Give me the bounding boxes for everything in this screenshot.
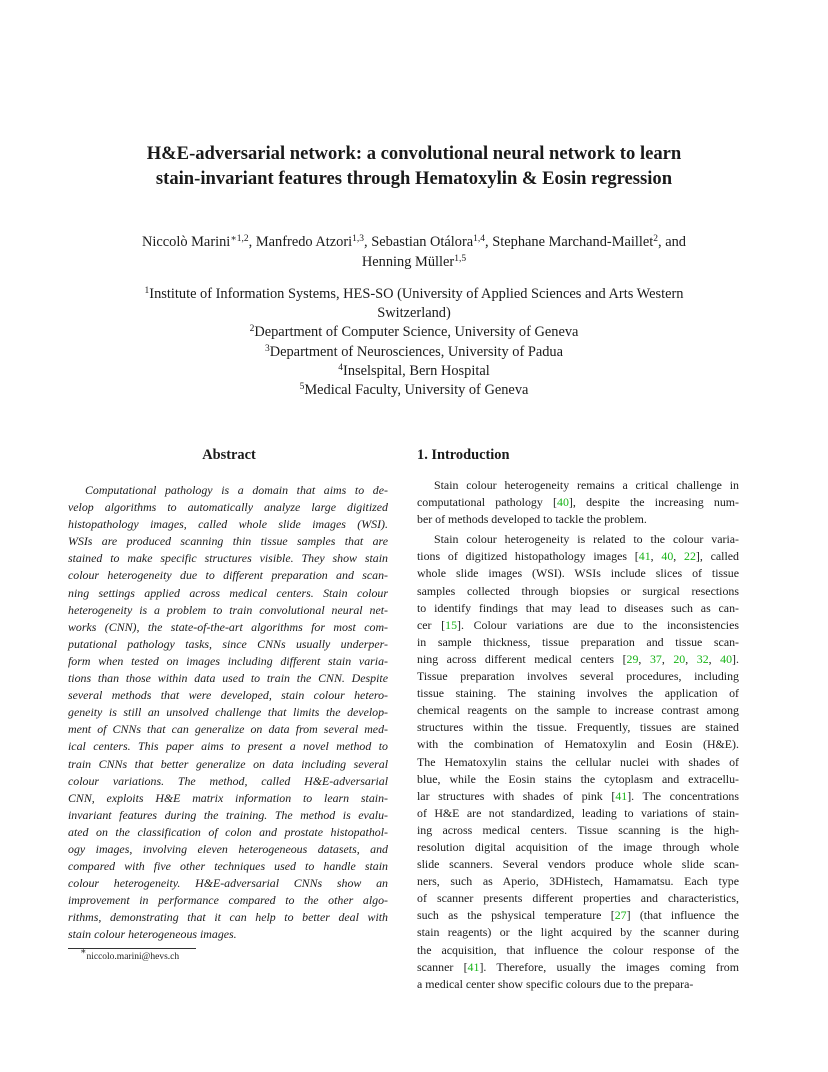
citation-reference: 22 [684,549,696,564]
author-line [60,252,768,272]
abstract-line: CNN, exploits H&E matrix information to learn stain- [68,790,388,805]
citation-reference: 27 [614,908,627,923]
footnote-marker: ∗ [80,947,87,957]
introduction-line [417,477,739,494]
citation-reference: 15 [445,617,458,632]
footnote-email: niccolo.marini@hevs.ch [86,952,180,962]
introduction-line [417,736,739,753]
abstract-line: histopathology images, called whole slide images (WSI). [68,517,388,532]
introduction-line [417,719,739,736]
affiliation-text: Switzerland) [377,305,451,322]
text-run: ]. Colour variations are due to the inconsistencies [457,617,739,632]
affiliation-text: Institute of Information Systems, HES-SO (University of Applied Sciences and Arts Western [149,286,684,302]
author-separator: , [248,234,256,250]
text-run: ning across different medical centers [ [417,651,627,666]
text-run: chemical reagents on the sample to increase contrast among [417,703,739,718]
text-run: ] (that influence the [626,908,739,923]
introduction-line [417,702,739,719]
abstract-line: train CNNs that better generalize on data including several [68,756,388,771]
text-run: tissue staining. The staining involves the application of [417,686,739,701]
author-affiliation-marker: 1,3 [352,234,365,244]
text-run: slide scanners. Several vendors produce whole slide scan- [417,857,739,872]
text-run: , [708,651,721,666]
introduction-line [417,583,739,600]
abstract-line: ical centers. This paper aims to present a novel method to [68,739,388,754]
author-affiliation-marker: 1,4 [473,234,486,244]
author-name: Manfredo Atzori [255,234,353,250]
text-run: such as the pshysical temperature [ [417,908,615,923]
introduction-line [417,754,739,771]
abstract-line: ated on the classification of colon and prostate histopathol- [68,824,388,839]
text-run: stain reagents) or the light acquired by the scanner during [417,925,739,940]
text-run: whole slide images (WSI). WSIs include slices of tissue [417,566,739,581]
introduction-line [417,617,739,634]
affiliation-line [60,362,768,381]
introduction-line [417,634,739,651]
text-run: , [661,651,674,666]
author-affiliation-marker: 1,5 [454,254,467,264]
introduction-line [417,959,739,976]
introduction-line [417,822,739,839]
affiliation-line [60,381,768,400]
citation-reference: 40 [661,549,674,564]
text-run: tions of digitized histopathology images [ [417,549,639,564]
text-run: ]. [732,651,739,666]
introduction-line [417,839,739,856]
affiliation-line [60,343,768,362]
text-run: ners, such as Aperio, 3DHistech, Hamamatsu. Each type [417,874,739,889]
footnote-divider [68,948,196,949]
affiliation-line [60,323,768,342]
author-name: Henning Müller [361,254,455,270]
author-list [60,232,768,272]
abstract-line: ning settings applied across medical centers. Stain colour [68,585,388,600]
abstract-line: ogy images, involving eleven heterogeneous datasets, and [68,841,388,856]
citation-reference: 37 [649,651,662,666]
text-run: , [638,651,650,666]
affiliation-text: Medical Faculty, University of Geneva [304,382,529,399]
author-name: Sebastian Otálora [371,234,474,250]
title-line: H&E-adversarial network: a convolutional neural network to learn [146,143,682,164]
text-run: ], despite the increasing num- [568,495,739,510]
citation-reference: 41 [615,788,628,803]
introduction-line [417,890,739,907]
text-run: of H&E are not standardized, leading to variations of stain- [417,805,739,820]
text-run: , [650,549,662,564]
text-run: samples collected through biopsies or surgical resections [417,583,739,598]
text-run: Stain colour heterogeneity is related to the colour varia- [434,532,739,547]
author-affiliation-marker: 2 [653,234,659,244]
text-run: cer [ [417,617,446,632]
affiliation-marker: 2 [249,324,255,335]
footnote [80,947,180,963]
citation-reference: 20 [673,651,686,666]
text-run: in sample thickness, tissue preparation and tissue scan- [417,634,739,649]
abstract-line: heterogeneity is a problem to train convolutional neural net- [68,602,388,617]
text-run: blue, while the Eosin stains the cytoplasm and extracellu- [417,771,739,786]
author-name: Stephane Marchand-Maillet [492,234,654,250]
introduction-line [417,600,739,617]
citation-reference: 41 [638,549,651,564]
affiliation-line [60,304,768,323]
citation-reference: 40 [720,651,733,666]
abstract-line: colour heterogeneity. H&E-adversarial CNNs show an [68,876,388,891]
abstract-line: invariant features during the training. The method is evalu- [68,807,388,822]
abstract-line: colour variations. The method, called H&E-adversarial [68,773,388,788]
text-run: structures within the tissue. Frequently, tissues are stained [417,720,739,735]
affiliation-marker: 4 [338,362,344,373]
author-line [60,232,768,252]
abstract-line: stain colour heterogeneous images. [68,927,237,942]
text-run: lar structures with shades of pink [ [417,788,616,803]
introduction-body [417,477,739,993]
introduction-line [417,565,739,582]
text-run: with the combination of Hematoxylin and Eosin (H&E). [417,737,739,752]
author-name: Niccolò Marini [141,234,231,250]
author-separator: , [364,234,372,250]
abstract-line: rithms, demonstrating that it can help to better deal with [68,910,388,925]
abstract-line: putational pathology tasks, since CNNs usually underper- [68,636,388,651]
text-run: ]. The concentrations [627,788,739,803]
citation-reference: 29 [626,651,639,666]
introduction-line [417,685,739,702]
author-separator: , and [658,234,687,250]
text-run: , [673,549,685,564]
text-run: ], called [695,549,739,564]
citation-reference: 40 [557,495,569,510]
introduction-line [417,924,739,941]
citation-reference: 32 [696,651,709,666]
abstract-line: Computational pathology is a domain that aims to de- [85,483,388,497]
text-run: ]. Therefore, usually the images coming from [479,959,739,974]
abstract-line: colour heterogeneity due to different preparation and scan- [68,568,388,583]
title-line: stain-invariant features through Hematoxylin & Eosin regression [155,168,673,189]
abstract-line: ment of CNNs that can generalize on data from several med- [68,722,388,737]
text-run: a medical center show specific colours due to the prepara- [417,976,694,991]
introduction-line [417,907,739,924]
text-run: The Hematoxylin stains the cellular nuclei with shades of [417,754,739,769]
abstract-line: compared with five other techniques used to handle stain [68,859,388,874]
affiliation-text: Department of Neurosciences, University of Padua [269,343,564,360]
affiliation-marker: 3 [264,343,270,354]
abstract-line: WSIs are produced scanning thin tissue samples that are [68,534,388,549]
introduction-line [417,976,739,993]
introduction-line [417,788,739,805]
introduction-line [417,856,739,873]
introduction-line [417,548,739,565]
text-run: resolution digital acquisition of the image through whole [417,839,739,854]
introduction-line [417,771,739,788]
text-run: , [685,651,697,666]
abstract-heading: Abstract [202,447,256,463]
abstract-line: stained to make specific structures visible. They show stain [68,551,388,566]
text-run: ber of methods developed to tackle the problem. [417,512,647,527]
text-run: Tissue preparation involves several procedures, including [417,669,739,684]
abstract-line: improvement in performance compared to the other algo- [68,893,388,908]
affiliation-marker: 5 [299,382,305,393]
text-run: of scanner presents different properties and characteristics, [417,891,739,906]
introduction-line [417,942,739,959]
abstract-body [68,482,388,944]
affiliation-line [60,285,768,304]
affiliation-text: Department of Computer Science, University of Geneva [254,324,579,341]
abstract-line: tions than those within data used to train the CNN. Despite [68,671,388,686]
introduction-line [417,651,739,668]
abstract-line: velop algorithms to automatically analyze large digitized [68,500,388,515]
introduction-line [417,511,739,528]
abstract-line: geneity is still an unsolved challenge that limits the develop- [68,705,388,720]
text-run: the acquisition, that influence the colour response of the [417,942,739,957]
affiliation-text: Inselspital, Bern Hospital [343,362,490,379]
introduction-line [417,805,739,822]
affiliation-list [60,285,768,400]
introduction-line [417,531,739,548]
author-affiliation-marker: ∗1,2 [230,234,249,244]
text-run: Stain colour heterogeneity remains a critical challenge in [434,478,739,492]
introduction-line [417,494,739,511]
text-run: computational pathology [ [417,495,558,510]
author-separator: , [485,234,493,250]
text-run: ing across medical centers. Tissue scanning is the high- [417,822,739,837]
text-run: scanner [ [417,959,468,974]
citation-reference: 41 [467,959,480,974]
text-run: to identify findings that may lead to diseases such as can- [417,600,739,615]
paper-title [60,141,768,191]
abstract-line: works (CNN), the state-of-the-art algorithms for most com- [68,619,388,634]
abstract-line: several methods that were developed, stain colour hetero- [68,688,388,703]
introduction-line [417,668,739,685]
affiliation-marker: 1 [144,286,150,296]
introduction-heading: 1. Introduction [417,447,510,463]
introduction-line [417,873,739,890]
abstract-line: form when tested on images including different stain varia- [68,653,388,668]
